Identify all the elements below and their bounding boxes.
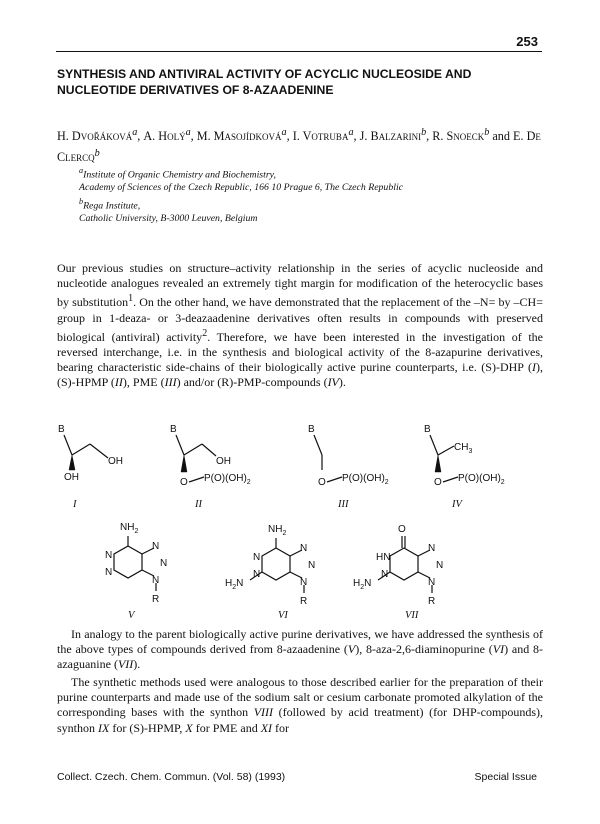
svg-text:NH2: $NH_2$ [120,522,139,535]
svg-text:OH: OH [216,456,231,467]
svg-text:N: N [152,541,160,552]
structure-vi [225,524,315,620]
affiliation-b-line2: Catholic University, B-3000 Leuven, Belgium [79,213,258,225]
author: E. De Clercq$^b$ [57,129,541,165]
svg-text:O: O [434,477,442,488]
svg-text:O: O [318,477,326,488]
author: R. Snoeck$^b$ and [432,127,514,144]
svg-text:N: N [436,560,444,571]
svg-text:R: R [152,594,160,605]
structure-iv [424,424,505,510]
svg-text:O: O [398,524,406,535]
svg-text:N: N [253,552,261,563]
svg-text:B: B [424,424,431,435]
svg-text:N: N [300,543,308,554]
svg-text:VI: VI [278,610,288,620]
affiliation-a-line2: Academy of Sciences of the Czech Republic, 166 10 Prague 6, The Czech Republic [79,182,404,194]
svg-text:III: III [338,499,349,510]
body-paragraph-3: The synthetic methods used were analogous to those described earlier for the preparation of their purine counterparts and made use of the sodium salt or cesium carbonate promoted alkylation of the corresponding bases with the synthon VIII (followed by acid treatment) (for DHP-compounds), synthon IX for (S)-HPMP, X for PME and XI for [57,675,543,735]
svg-text:N: N [105,567,113,578]
author: A. Holý$^a$, [143,127,197,144]
author: J. Balzarini$^b$, [359,127,433,144]
author: I. Votruba$^a$, [292,127,360,144]
svg-text:OH: OH [108,456,123,467]
svg-text:N: N [428,577,436,588]
svg-text:B: B [58,424,65,435]
page-number: 253 [516,34,538,49]
svg-text:N: N [152,575,160,586]
svg-text:N: N [105,550,113,561]
svg-text:VII: VII [405,610,419,620]
article-title: SYNTHESIS AND ANTIVIRAL ACTIVITY OF ACYCLIC NUCLEOSIDE AND NUCLEOTIDE DERIVATIVES OF 8-AZAADENINE [57,67,472,97]
svg-text:N: N [308,560,316,571]
svg-text:B: B [308,424,315,435]
svg-text:N: N [428,543,436,554]
svg-text:V: V [128,610,135,620]
svg-text:P(O)(OH)2: $P(O)(OH)_2$ [342,473,389,486]
svg-text:R: R [428,596,436,607]
svg-text:H2N: $H_2N$ [353,578,372,591]
svg-text:II: II [195,499,202,510]
svg-text:N: N [381,569,389,580]
body-paragraph-1: Our previous studies on structure–activity relationship in the series of acyclic nucleoside and nucleotide analogues revealed an extremely tight margin for modification of the heterocyclic bases by substitution$^1$. On the other hand, we have demonstrated that the replacement of the –N= by –CH= group in 1-deaza- or 3-deazaadenine derivatives often results in compounds with preserved biological (antiviral) activity$^2$. Therefore, we have been interested in the investigation of the reversed interchange, i.e. in the synthesis and biological activity of the 8-azapurine derivatives, bearing characteristic side-chains of their biologically active purine counterparts, i.e. (S)-DHP (I), (S)-HPMP (II), PME (III) and/or (R)-PMP-compounds (IV). [57,261,543,390]
svg-text:O: O [180,477,188,488]
journal-citation: Collect. Czech. Chem. Commun. (Vol. 58) (1993) [57,771,286,783]
svg-text:B: B [170,424,177,435]
structure-vii [353,524,443,620]
svg-text:IV: IV [452,499,462,510]
svg-text:P(O)(OH)2: $P(O)(OH)_2$ [458,473,505,486]
svg-text:N: N [300,577,308,588]
svg-text:OH: OH [64,472,79,483]
body-paragraph-2: In analogy to the parent biologically active purine derivatives, we have addressed the synthesis of the above types of compounds derived from 8-azaadenine (V), 8-aza-2,6-diaminopurine (VI) and 8-azaguanine (VII). [57,627,543,672]
svg-text:NH2: $NH_2$ [268,524,287,537]
author-list [57,124,545,166]
svg-text:R: R [300,596,308,607]
svg-text:H2N: $H_2N$ [225,578,244,591]
structure-iii [308,424,389,510]
structure-i [58,424,123,510]
header-rule [56,51,542,52]
svg-text:CH3: $CH_3$ [454,442,473,455]
author: M. Masojídková$^a$, [196,127,293,144]
svg-text:N: N [253,569,261,580]
author: H. Dvořáková$^a$, [57,127,144,144]
affiliations [79,164,549,225]
structure-ii [170,424,251,510]
svg-text:HN: HN [376,552,391,563]
structure-v [105,522,167,620]
issue-label: Special Issue [474,771,537,783]
chemical-structures [50,420,550,620]
svg-text:I: I [73,499,77,510]
svg-text:P(O)(OH)2: $P(O)(OH)_2$ [204,473,251,486]
affiliation-b-line1: $^b$Rega Institute, [79,196,141,211]
svg-text:N: N [160,558,168,569]
affiliation-a-line1: $^a$Institute of Organic Chemistry and Biochemistry, [79,166,276,181]
